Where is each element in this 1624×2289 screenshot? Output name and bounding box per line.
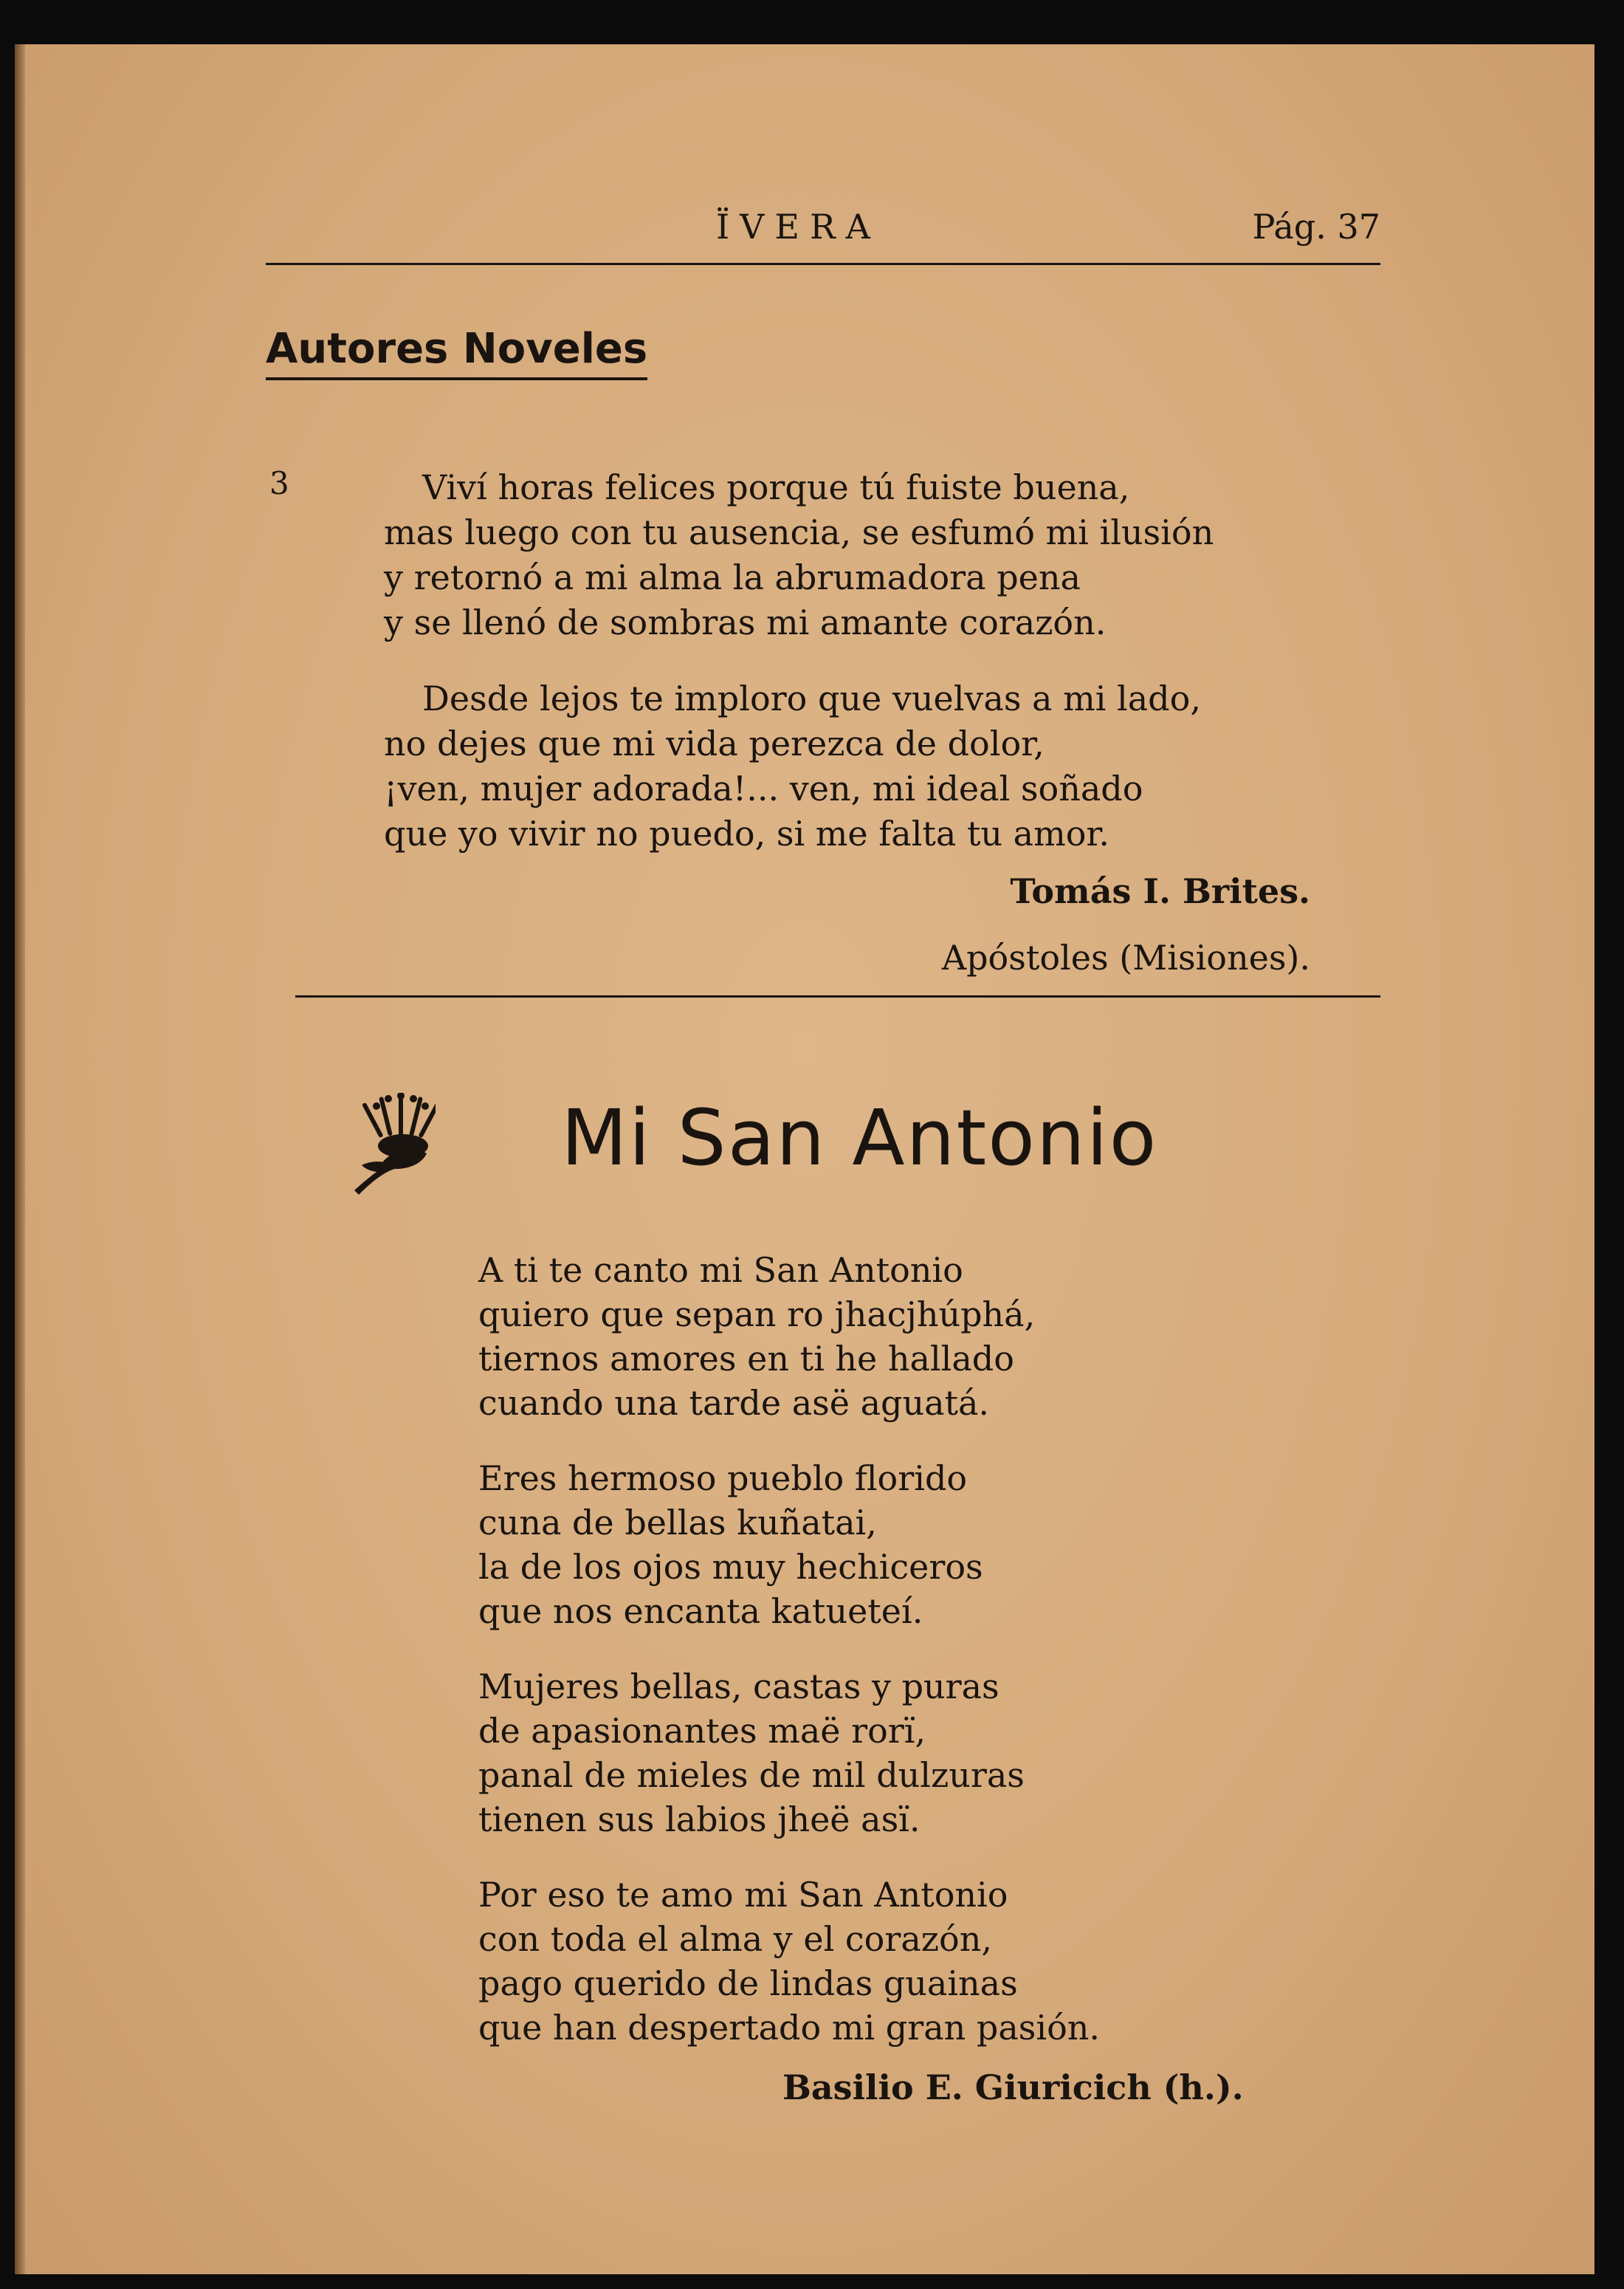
poem-line: no dejes que mi vida perezca de dolor, <box>384 724 1045 763</box>
poem-line: ¡ven, mujer adorada!... ven, mi ideal soñado <box>384 769 1143 809</box>
poem-line: que yo vivir no puedo, si me falta tu amor. <box>384 814 1109 854</box>
poem-two-stanza <box>478 1873 1100 2050</box>
poem-line: y se llenó de sombras mi amante corazón. <box>384 603 1107 642</box>
poem-one <box>384 465 1214 857</box>
poem-one-author: Tomás I. Brites. <box>1010 871 1310 911</box>
page-header <box>266 207 1380 266</box>
poem-two <box>478 1248 1100 2050</box>
poem-line: panal de mieles de mil dulzuras <box>478 1755 1025 1795</box>
running-title: ÏVERA <box>716 207 881 247</box>
magazine-page <box>15 44 1594 2274</box>
poem-line: que han despertado mi gran pasión. <box>478 2008 1101 2048</box>
page-number: Pág. 37 <box>1252 207 1380 247</box>
poem-line: quiero que sepan ro jhacjhúphá, <box>478 1294 1036 1334</box>
poem-one-stanza <box>384 676 1214 857</box>
poem-two-author: Basilio E. Giuricich (h.). <box>782 2067 1244 2107</box>
poem-line: tienen sus labios jheë asï. <box>478 1799 921 1839</box>
poem-line: que nos encanta katueteí. <box>478 1591 923 1631</box>
margin-number: 3 <box>269 465 289 501</box>
poem-line: pago querido de lindas guainas <box>478 1963 1018 2003</box>
section-divider <box>295 995 1380 998</box>
poem-line: cuna de bellas kuñatai, <box>478 1503 877 1542</box>
poem-line: A ti te canto mi San Antonio <box>478 1250 963 1290</box>
poem-title: Mi San Antonio <box>561 1093 1158 1183</box>
poem-line: Mujeres bellas, castas y puras <box>478 1667 999 1706</box>
section-heading: Autores Noveles <box>266 325 647 380</box>
poem-line: con toda el alma y el corazón, <box>478 1919 992 1959</box>
page-spine-shadow <box>15 44 25 2274</box>
poem-two-stanza <box>478 1664 1100 1842</box>
poem-line: Por eso te amo mi San Antonio <box>478 1875 1008 1915</box>
poem-line: tiernos amores en ti he hallado <box>478 1339 1014 1379</box>
poem-line: Viví horas felices porque tú fuiste buena, <box>422 467 1130 507</box>
poem-line: y retornó a mi alma la abrumadora pena <box>384 557 1081 597</box>
poem-line: de apasionantes maë rorï, <box>478 1711 926 1751</box>
poem-one-location: Apóstoles (Misiones). <box>941 938 1310 978</box>
poem-one-stanza <box>384 465 1214 645</box>
poem-line: Desde lejos te imploro que vuelvas a mi lado, <box>422 679 1201 718</box>
poem-two-stanza <box>478 1248 1100 1425</box>
header-rule <box>266 263 1380 265</box>
poem-line: mas luego con tu ausencia, se esfumó mi ilusión <box>384 512 1214 552</box>
flower-icon <box>340 1093 436 1196</box>
poem-line: Eres hermoso pueblo florido <box>478 1458 968 1498</box>
poem-line: la de los ojos muy hechiceros <box>478 1547 983 1587</box>
poem-two-stanza <box>478 1456 1100 1633</box>
poem-line: cuando una tarde asë aguatá. <box>478 1383 990 1423</box>
